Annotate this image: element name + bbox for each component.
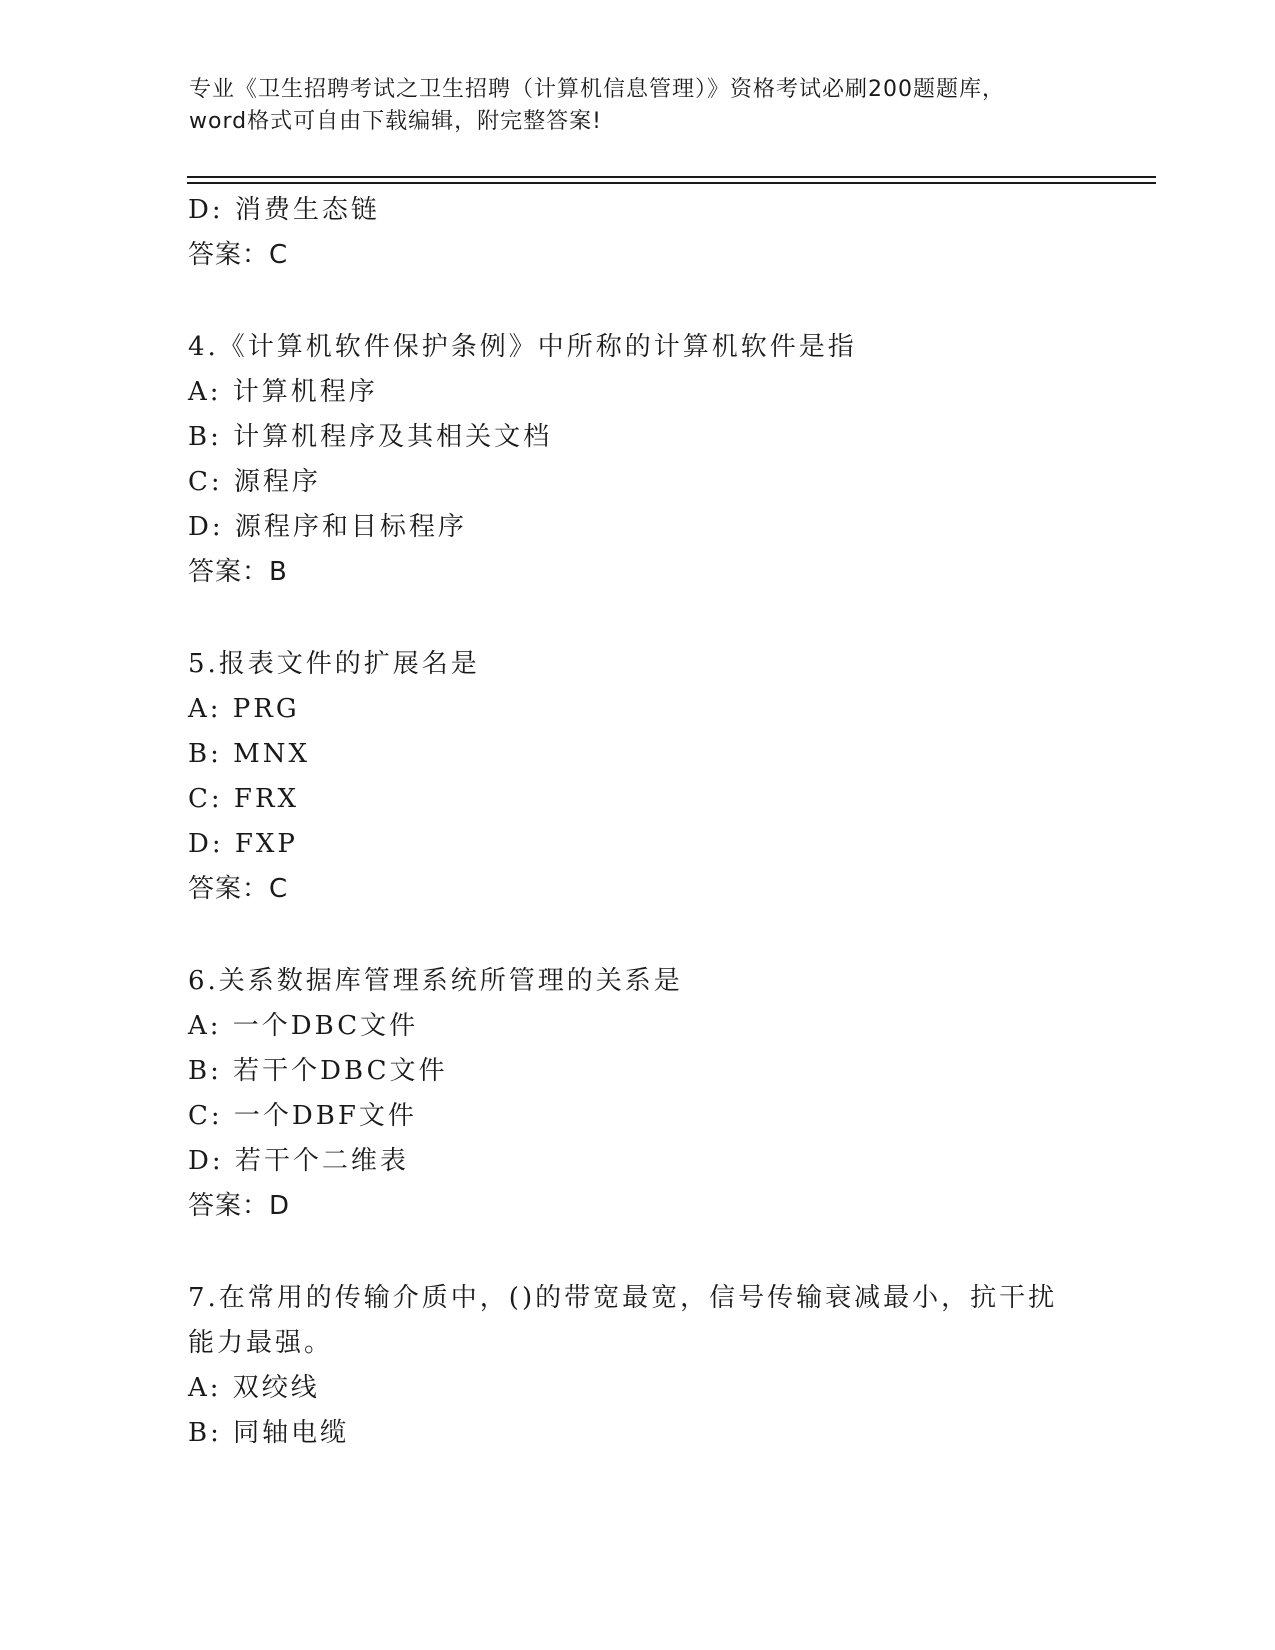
question-stem-line-1: 7.在常用的传输介质中，()的带宽最宽，信号传输衰减最小，抗干扰: [188, 1283, 1058, 1313]
option-d: D: FXP: [188, 829, 298, 859]
header-divider-top: [187, 176, 1156, 178]
answer: 答案：D: [188, 1191, 291, 1221]
option-b: B: 若干个DBC文件: [188, 1056, 448, 1086]
option-a: A: 一个DBC文件: [188, 1011, 419, 1041]
spacer: [188, 1229, 1088, 1276]
spacer: [188, 278, 1088, 325]
question-list: [188, 188, 1088, 1456]
option-a: A: 计算机程序: [188, 377, 378, 407]
header-title-line-2: word格式可自由下载编辑，附完整答案!: [189, 109, 602, 134]
question-block-5: [188, 642, 1088, 912]
question-stem: 6.关系数据库管理系统所管理的关系是: [188, 966, 683, 996]
spacer: [188, 595, 1088, 642]
question-stem: 5.报表文件的扩展名是: [188, 649, 480, 679]
question-block-4: [188, 325, 1088, 595]
document-header: [189, 74, 1089, 138]
question-block-6: [188, 959, 1088, 1229]
question-block-3: [188, 188, 1088, 278]
option-b: B: 同轴电缆: [188, 1418, 350, 1448]
option-a: A: PRG: [188, 694, 300, 724]
option-b: B: 计算机程序及其相关文档: [188, 422, 553, 452]
question-stem: 4.《计算机软件保护条例》中所称的计算机软件是指: [188, 332, 857, 362]
question-block-7: [188, 1276, 1088, 1456]
answer: 答案：C: [188, 874, 289, 904]
spacer: [188, 912, 1088, 959]
answer: 答案：B: [188, 557, 288, 587]
option-b: B: MNX: [188, 739, 311, 769]
option-a: A: 双绞线: [188, 1373, 320, 1403]
header-divider-bottom: [187, 182, 1156, 184]
header-title-line-1: 专业《卫生招聘考试之卫生招聘（计算机信息管理）》资格考试必刷200题题库，: [189, 77, 1005, 102]
option-c: C: 一个DBF文件: [188, 1101, 417, 1131]
option-c: C: FRX: [188, 784, 300, 814]
question-stem-line-2: 能力最强。: [188, 1328, 334, 1358]
answer: 答案：C: [188, 240, 289, 270]
option-d: D: 源程序和目标程序: [188, 512, 467, 542]
option-c: C: 源程序: [188, 467, 321, 497]
option-d: D: 若干个二维表: [188, 1146, 409, 1176]
option-d: D: 消费生态链: [188, 195, 380, 225]
